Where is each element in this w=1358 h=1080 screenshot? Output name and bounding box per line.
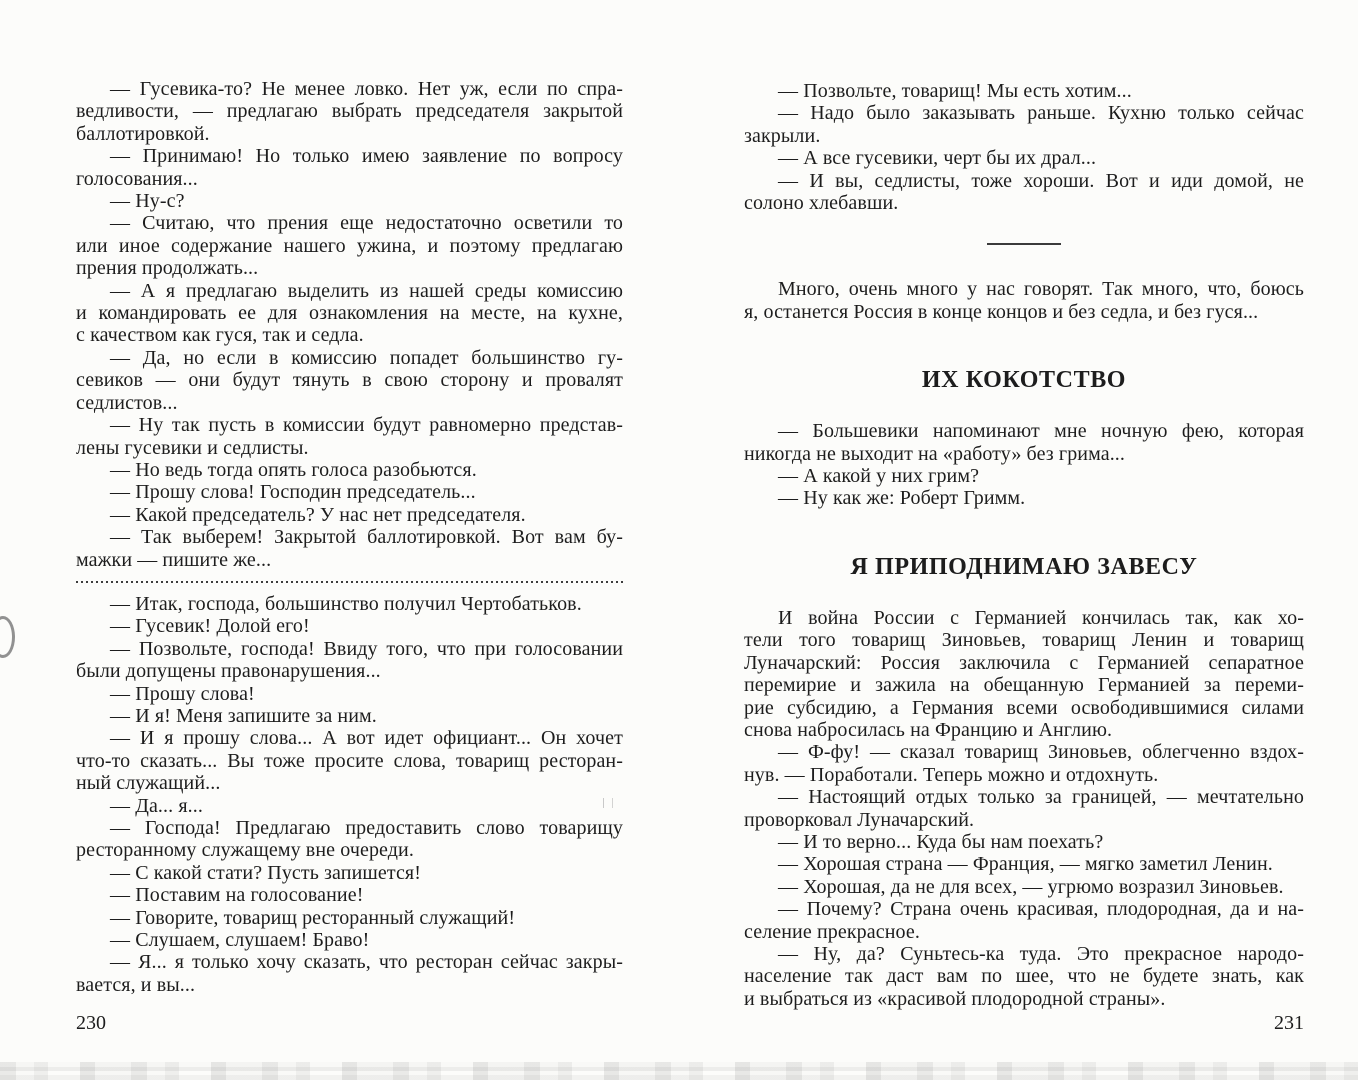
text-line: Луначарский: Россия заключила с Германией сепаратное — [744, 651, 1304, 674]
text-line: — Ф-фу! — сказал товарищ Зиновьев, облегченно вздох- — [778, 741, 1304, 764]
text-line: — И я! Меня запишите за ним. — [110, 704, 377, 727]
text-line: — Ну, да? Суньтесь-ка туда. Это прекрасное народо- — [778, 942, 1304, 965]
left-page-text-column — [76, 78, 623, 996]
text-line: проворковал Луначарский. — [744, 808, 975, 831]
paragraph — [744, 853, 1304, 875]
paragraph — [76, 78, 623, 145]
paragraph — [744, 147, 1304, 169]
text-line: ный служащий... — [76, 772, 221, 795]
text-line: — Почему? Страна очень красивая, плодородная, да и на- — [778, 898, 1304, 921]
text-line: — Позвольте, господа! Ввиду того, что при голосовании — [110, 637, 623, 660]
paragraph — [76, 727, 623, 794]
paragraph — [744, 831, 1304, 853]
text-line: — Принимаю! Но только имею заявление по вопросу — [110, 145, 623, 168]
text-line: — Да, но если в комиссию попадет большинство гу- — [110, 346, 623, 369]
text-line: рие субсидию, а Германия всеми освободившимися силами — [744, 696, 1304, 719]
paragraph — [76, 280, 623, 347]
text-line: Много, очень много у нас говорят. Так много, что, боюсь — [778, 278, 1304, 301]
text-line: я, останется Россия в конце концов и без седла, и без гуся... — [744, 300, 1259, 323]
text-line: — Говорите, товарищ ресторанный служащий! — [110, 906, 516, 929]
text-line: — Но ведь тогда опять голоса разобьются. — [110, 458, 477, 481]
text-line: голосования... — [76, 167, 198, 190]
text-line: перемирие и зажила на обещанную Германией за переми- — [744, 674, 1304, 697]
paragraph — [76, 884, 623, 906]
text-line: лены гусевики и седлисты. — [76, 436, 309, 459]
text-line: — Я... я только хочу сказать, что ресторан сейчас закры- — [110, 951, 623, 974]
paragraph — [744, 943, 1304, 1010]
text-line: — Ну как же: Роберт Гримм. — [778, 487, 1026, 510]
paragraph — [76, 683, 623, 705]
paragraph — [76, 705, 623, 727]
text-line: население так даст вам по шее, что не будете знать, как — [744, 965, 1304, 988]
text-line: — Гусевик! Долой его! — [110, 615, 310, 638]
section-separator — [987, 243, 1061, 245]
paragraph — [76, 817, 623, 862]
text-line: — Ну-с? — [110, 190, 185, 213]
text-line: — И вы, седлисты, тоже хороши. Вот и иди домой, не — [778, 169, 1304, 192]
text-line: вается, и вы... — [76, 973, 196, 996]
text-line: — Надо было заказывать раньше. Кухню только сейчас — [778, 102, 1304, 125]
text-line: — Да... я... — [110, 794, 203, 817]
paragraph — [744, 786, 1304, 831]
paragraph — [744, 278, 1304, 323]
text-line: баллотировкой. — [76, 122, 210, 145]
paragraph — [744, 741, 1304, 786]
paragraph — [76, 593, 623, 615]
paragraph — [76, 504, 623, 526]
text-line: — Какой председатель? У нас нет председателя. — [110, 503, 526, 526]
text-line: никогда не выходит на «работу» без грима... — [744, 442, 1125, 465]
paragraph — [76, 929, 623, 951]
section-heading: ИХ КОКОТСТВО — [921, 367, 1127, 394]
text-line: мажки — пишите же... — [76, 548, 272, 571]
text-line: ведливости, — предлагаю выбрать председателя закрытой — [76, 100, 623, 123]
dotted-separator — [76, 581, 623, 583]
text-line: — Поставим на голосование! — [110, 884, 364, 907]
text-line: снова набросилась на Францию и Англию. — [744, 718, 1113, 741]
text-line: что-то сказать... Вы тоже просите слова, товарищ ресторан- — [76, 749, 623, 772]
text-line: И война России с Германией кончилась так, как хо- — [778, 606, 1304, 629]
text-line: — И то верно... Куда бы нам поехать? — [778, 830, 1104, 853]
text-line: — А я предлагаю выделить из нашей среды комиссию — [110, 279, 623, 302]
right-page-text-column — [744, 80, 1304, 1010]
text-line: — Так выберем! Закрытой баллотировкой. Вот вам бу- — [110, 526, 623, 549]
text-line: — Итак, господа, большинство получил Чертобатьков. — [110, 592, 582, 615]
text-line: — Настоящий отдых только за границей, — мечтательно — [778, 786, 1304, 809]
paragraph — [76, 414, 623, 459]
paragraph — [76, 638, 623, 683]
text-line: или иное содержание нашего ужина, и поэтому предлагаю — [76, 234, 623, 257]
text-line: — С какой стати? Пусть запишется! — [110, 861, 421, 884]
text-line: были допущены правонарушения... — [76, 660, 381, 683]
paragraph — [744, 170, 1304, 215]
left-page-number: 230 — [76, 1012, 106, 1034]
text-line: ресторанному служащему вне очереди. — [76, 839, 414, 862]
paragraph — [76, 212, 623, 279]
text-line: — Большевики напоминают мне ночную фею, которая — [778, 420, 1304, 443]
text-line: — Позвольте, товарищ! Мы есть хотим... — [778, 80, 1132, 102]
text-line: седлистов... — [76, 391, 178, 414]
paragraph — [76, 951, 623, 996]
text-line: — А какой у них грим? — [778, 465, 980, 488]
text-line: — А все гусевики, черт бы их драл... — [778, 147, 1097, 170]
paragraph — [76, 615, 623, 637]
section-heading: Я ПРИПОДНИМАЮ ЗАВЕСУ — [850, 553, 1198, 580]
text-line: — Господа! Предлагаю предоставить слово товарищу — [110, 817, 623, 839]
paragraph — [744, 876, 1304, 898]
paragraph — [76, 526, 623, 571]
text-line: — Хорошая, да не для всех, — угрюмо возразил Зиновьев. — [778, 875, 1284, 898]
paragraph — [744, 465, 1304, 487]
text-line: — Прошу слова! — [110, 682, 255, 705]
text-line: — Гусевика-то? Не менее ловко. Нет уж, если по спра- — [110, 78, 623, 100]
paragraph — [76, 795, 623, 817]
text-line: и выбраться из «красивой плодородной страны». — [744, 987, 1166, 1010]
paragraph — [744, 607, 1304, 741]
text-line: — Считаю, что прения еще недостаточно осветили то — [110, 212, 623, 235]
text-line: тели того товарищ Зиновьев, товарищ Ленин и товарищ — [744, 629, 1304, 652]
paragraph — [76, 190, 623, 212]
paragraph — [744, 487, 1304, 509]
text-line: — Слушаем, слушаем! Браво! — [110, 929, 370, 952]
paragraph — [76, 862, 623, 884]
scan-edge-artifact — [0, 616, 15, 658]
paragraph — [744, 898, 1304, 943]
paragraph — [76, 907, 623, 929]
text-line: и командировать ее для ознакомления на месте, на кухне, — [76, 302, 623, 325]
paragraph — [744, 80, 1304, 102]
scan-stray-mark — [603, 798, 613, 808]
text-line: закрыли. — [744, 124, 821, 147]
paragraph — [744, 420, 1304, 465]
text-line: — И я прошу слова... А вот идет официант... Он хочет — [110, 727, 623, 750]
paragraph — [744, 102, 1304, 147]
right-page-number: 231 — [1274, 1012, 1304, 1034]
text-line: прения продолжать... — [76, 257, 259, 280]
text-line: — Хорошая страна — Франция, — мягко заметил Ленин. — [778, 853, 1273, 876]
text-line: с качеством как гуся, так и седла. — [76, 324, 364, 347]
paragraph — [76, 347, 623, 414]
paragraph — [76, 459, 623, 481]
scan-bottom-noise-band — [0, 1062, 1358, 1080]
text-line: — Прошу слова! Господин председатель... — [110, 481, 476, 504]
text-line: нув. — Поработали. Теперь можно и отдохнуть. — [744, 763, 1159, 786]
text-line: — Ну так пусть в комиссии будут равномерно представ- — [110, 414, 623, 437]
paragraph — [76, 145, 623, 190]
text-line: севиков — они будут тянуть в свою сторону и провалят — [76, 369, 623, 392]
text-line: солоно хлебавши. — [744, 192, 899, 215]
paragraph — [76, 481, 623, 503]
text-line: селение прекрасное. — [744, 920, 920, 943]
